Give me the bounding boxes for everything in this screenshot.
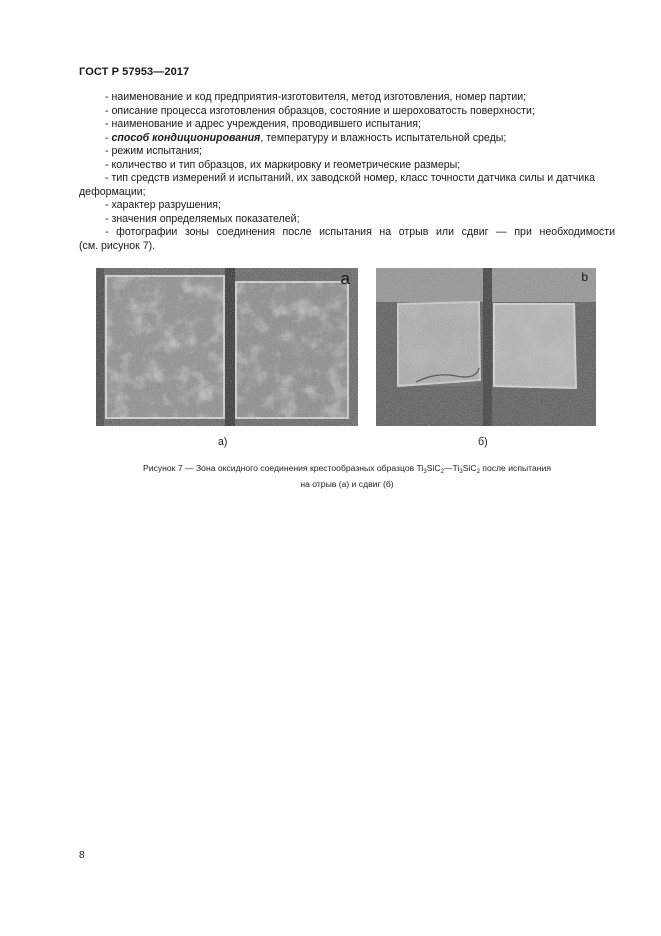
panel-letter-b: b [581,270,588,284]
list-item: - режим испытания; [105,145,203,158]
caption-text: —Ti [443,463,460,473]
list-item [79,132,615,146]
requirements-list [79,91,615,254]
figure-caption-line1 [79,462,615,478]
list-item: - наименование и код предприятия-изготовителя, метод изготовления, номер партии; [105,91,527,103]
emphasized-term: способ кондиционирования [111,131,261,144]
caption-text: SiC [462,463,477,473]
list-item: - количество и тип образцов, их маркировку и геометрические размеры; [105,158,461,171]
figure-caption-line2: на отрыв (а) и сдвиг (б) [300,479,394,489]
caption-subscript: 2 [476,469,480,475]
list-item-rest: , температуру и влажность испытательной среды; [260,131,507,144]
figure-caption [79,462,615,490]
figure-panel-a [96,268,358,426]
list-item-continuation: (см. рисунок 7). [79,240,156,253]
list-item: - фотографии зоны соединения после испытания на отрыв или сдвиг — при необходимости [105,226,615,239]
list-item-continuation: деформации; [79,185,146,198]
fracture-photo-a [96,268,358,426]
subfigure-label-a: а) [218,436,228,448]
caption-subscript: 3 [423,469,427,475]
list-item: - значения определяемых показателей; [105,212,300,225]
standard-code: ГОСТ Р 57953—2017 [79,66,190,78]
caption-subscript: 2 [440,469,444,475]
list-item: - наименование и адрес учреждения, проводившего испытания; [105,118,421,131]
list-item: - тип средств измерений и испытаний, их заводской номер, класс точности датчика силы и датчика [105,172,595,185]
panel-letter-a: a [340,269,350,288]
list-item: - описание процесса изготовления образцов, состояние и шероховатость поверхности; [105,104,535,117]
page-number: 8 [79,850,85,861]
caption-text: Рисунок 7 — Зона оксидного соединения крестообразных образцов Ti [143,463,424,473]
subfigure-label-b: б) [478,436,488,448]
list-item-prefix: - [105,131,112,144]
caption-text: SiC [426,463,441,473]
caption-text: после испытания [479,463,551,473]
list-item: - характер разрушения; [105,199,221,212]
figure-panel-b [376,268,596,426]
caption-subscript: 3 [459,469,463,475]
fracture-photo-b [376,268,596,426]
